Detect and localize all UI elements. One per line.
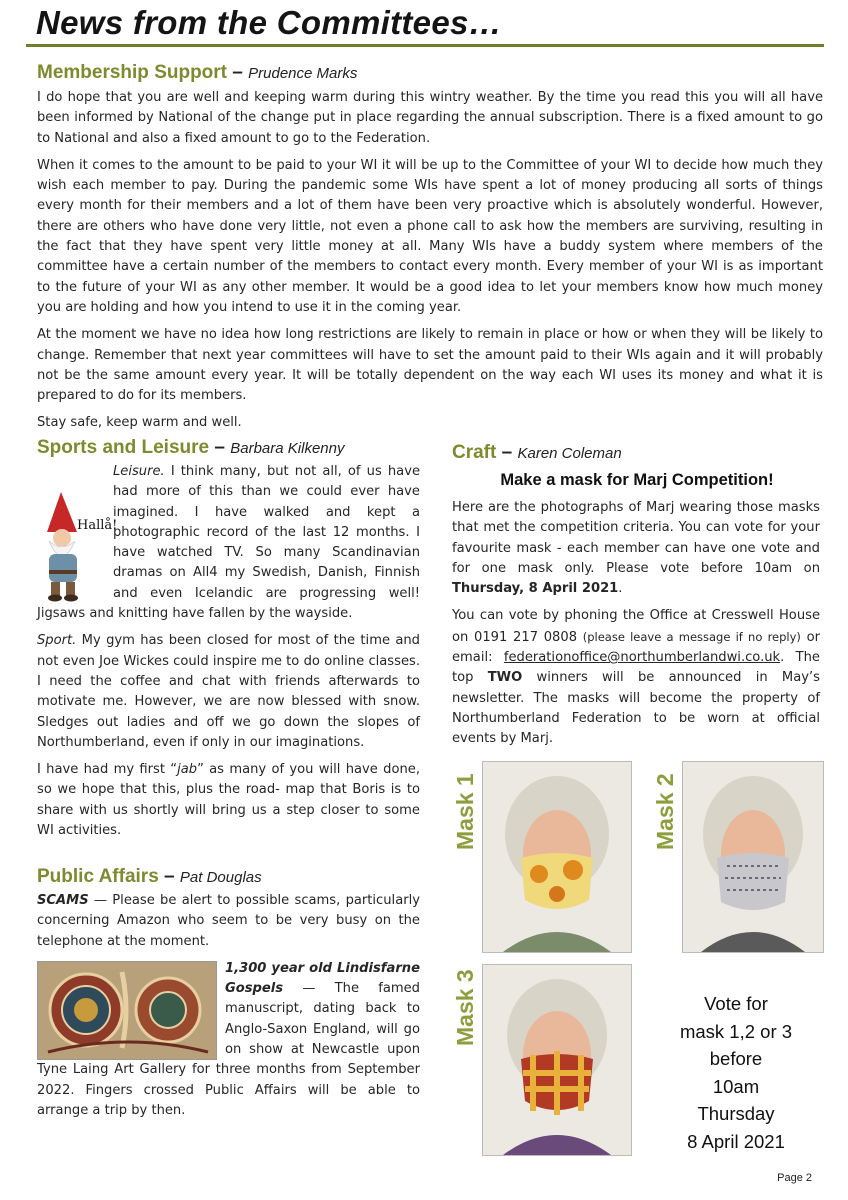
scams-text: — Please be alert to possible scams, particularly concerning Amazon who seem to be very busy on the telephone at the moment. (37, 893, 420, 949)
title-rule (26, 44, 824, 47)
membership-p3: At the moment we have no idea how long restrictions are likely to remain in place or how or when they will be likely to change. Remember that next year committees will have to set the amount paid to their WIs again and it will probably not be the same amount every year. It will be totally dependent on the way each WI uses its money and what it is prepared to do for its members. (37, 327, 823, 404)
membership-heading-text: Membership Support (37, 62, 228, 83)
craft-heading-text: Craft (452, 442, 497, 463)
public-affairs-heading: Public Affairs – Pat Douglas (37, 866, 262, 887)
craft-body: Here are the photographs of Marj wearing those masks that met the competition criteria. You can vote for your favourite mask - each member can have one vote and for one mask only. Please vote before 10am on Thursday, 8 April 2021. You can vote by phoning the Office at Cresswell House on 0191 217 0808 (please leave a message if no reply) or email: federationoffice@northumberlandwi.co.uk. The top TWO winners will be announced in May’s newsletter. The masks will become the property of Northumberland Federation to be worn at official events by Marj. (452, 500, 820, 747)
jab-post: ” as many of you will have done, so we hope that this, plus the road- map that Boris is to share with us shortly will bring us a step closer to some WI activities. (37, 762, 420, 839)
mask-1-label: Mask 1 (452, 773, 478, 850)
marj-mask-3-image (483, 965, 631, 1155)
celtic-knot-icon (38, 962, 216, 1059)
mask-2-label: Mask 2 (652, 773, 678, 850)
membership-body (37, 88, 823, 441)
membership-p4: Stay safe, keep warm and well. (37, 415, 242, 431)
jab-word: jab (177, 762, 198, 778)
sports-author: Barbara Kilkenny (230, 440, 345, 457)
gnome-illustration (37, 486, 118, 604)
gospels-title: 1,300 year old Lindisfarne Gospels (225, 960, 420, 997)
membership-author: Prudence Marks (248, 65, 358, 82)
craft-author: Karen Coleman (517, 445, 622, 462)
marj-mask-2-image (683, 762, 823, 952)
gnome-caption: Hallå! (77, 518, 118, 533)
lindisfarne-gospels-image (37, 961, 217, 1060)
public-affairs-author: Pat Douglas (179, 869, 262, 886)
public-affairs-heading-text: Public Affairs (37, 866, 159, 887)
membership-heading: Membership Support – Prudence Marks (37, 62, 358, 83)
mask-1-photo (482, 761, 632, 953)
sports-heading-text: Sports and Leisure (37, 437, 210, 458)
mask-2-photo (682, 761, 824, 953)
jab-pre: I have had my first “ (37, 762, 178, 778)
mask-3-photo (482, 964, 632, 1156)
sport-text: My gym has been closed for most of the time and not even Joe Wickes could inspire me to do online classes. I need the coffee and chat with friends afterwards to motivate me. However, we are now blessed with snow. Sledges out ladies and off we go down the slopes of Northumberland, even if only in our imaginations. (37, 633, 420, 750)
craft-vote-date: Thursday, 8 April 2021 (452, 581, 619, 597)
competition-title: Make a mask for Marj Competition! (500, 471, 774, 489)
gospels-text: — The famed manuscript, dating back to Anglo-Saxon England, will go on show at Newcastle upon Tyne Laing Art Gallery for three months from September 2022. Fingers crossed Public Affairs will be able to arrange a trip by then. (37, 981, 420, 1118)
membership-p2: When it comes to the amount to be paid to your WI it will be up to the Committee of your WI to decide how much they wish each member to pay. During the pandemic some WIs have spent a lot of money producing all sorts of things every month for their members and a lot of them have been very proactive which is absolutely wonderful. However, there are others who have done very little, not even a phone call to ask how the members are surviving, resulting in the fact that they have spent very little money at all. Many WIs have a buddy system where members of the committee have a certain number of the members to contact every month. Every member of your WI is as important to the future of your WI as any other member. It would be a good idea to let your members know how much money you are holding and how you intend to use it in the coming year. (37, 157, 823, 315)
public-affairs-body (37, 891, 420, 1128)
craft-heading: Craft – Karen Coleman (452, 442, 622, 463)
membership-p1: I do hope that you are well and keeping warm during this wintry weather. By the time you read this you will all have been informed by National of the change put in place regarding the annual subscription. There is a fixed amount to go to National and also a fixed amount to go to the Federation. (37, 90, 823, 146)
sports-body (37, 462, 420, 848)
sport-label: Sport. (37, 633, 77, 649)
two-winners: TWO (487, 670, 523, 686)
sports-heading: Sports and Leisure – Barbara Kilkenny (37, 437, 345, 458)
scams-label: SCAMS (37, 893, 89, 908)
leisure-text: I think many, but not all, of us have had more of this than we could ever have imagined. I have walked and kept a photographic record of the last 12 months. I have watched TV. So many Scandinavian dramas on All4 my Swedish, Danish, Finnish and even Icelandic are progressing well! Jigsaws and knitting have fallen by the wayside. (37, 464, 420, 622)
gnome-icon (37, 486, 109, 604)
craft-p1-text: Here are the photographs of Marj wearing those masks that met the competition criteria. You can vote for your favourite mask - each member can have one vote and for one mask only. Please vote before 10am on (452, 500, 820, 576)
vote-reminder: Vote for mask 1,2 or 3 before 10am Thursday 8 April 2021 (679, 993, 793, 1152)
page-number: Page 2 (777, 1172, 812, 1184)
leave-message-note: (please leave a message if no reply) (582, 629, 801, 644)
leisure-label: Leisure. (113, 464, 165, 479)
email-link[interactable]: federationoffice@northumberlandwi.co.uk (503, 650, 781, 666)
marj-mask-1-image (483, 762, 631, 952)
mask-3-label: Mask 3 (452, 969, 478, 1046)
page-title: News from the Committees… (36, 4, 502, 41)
